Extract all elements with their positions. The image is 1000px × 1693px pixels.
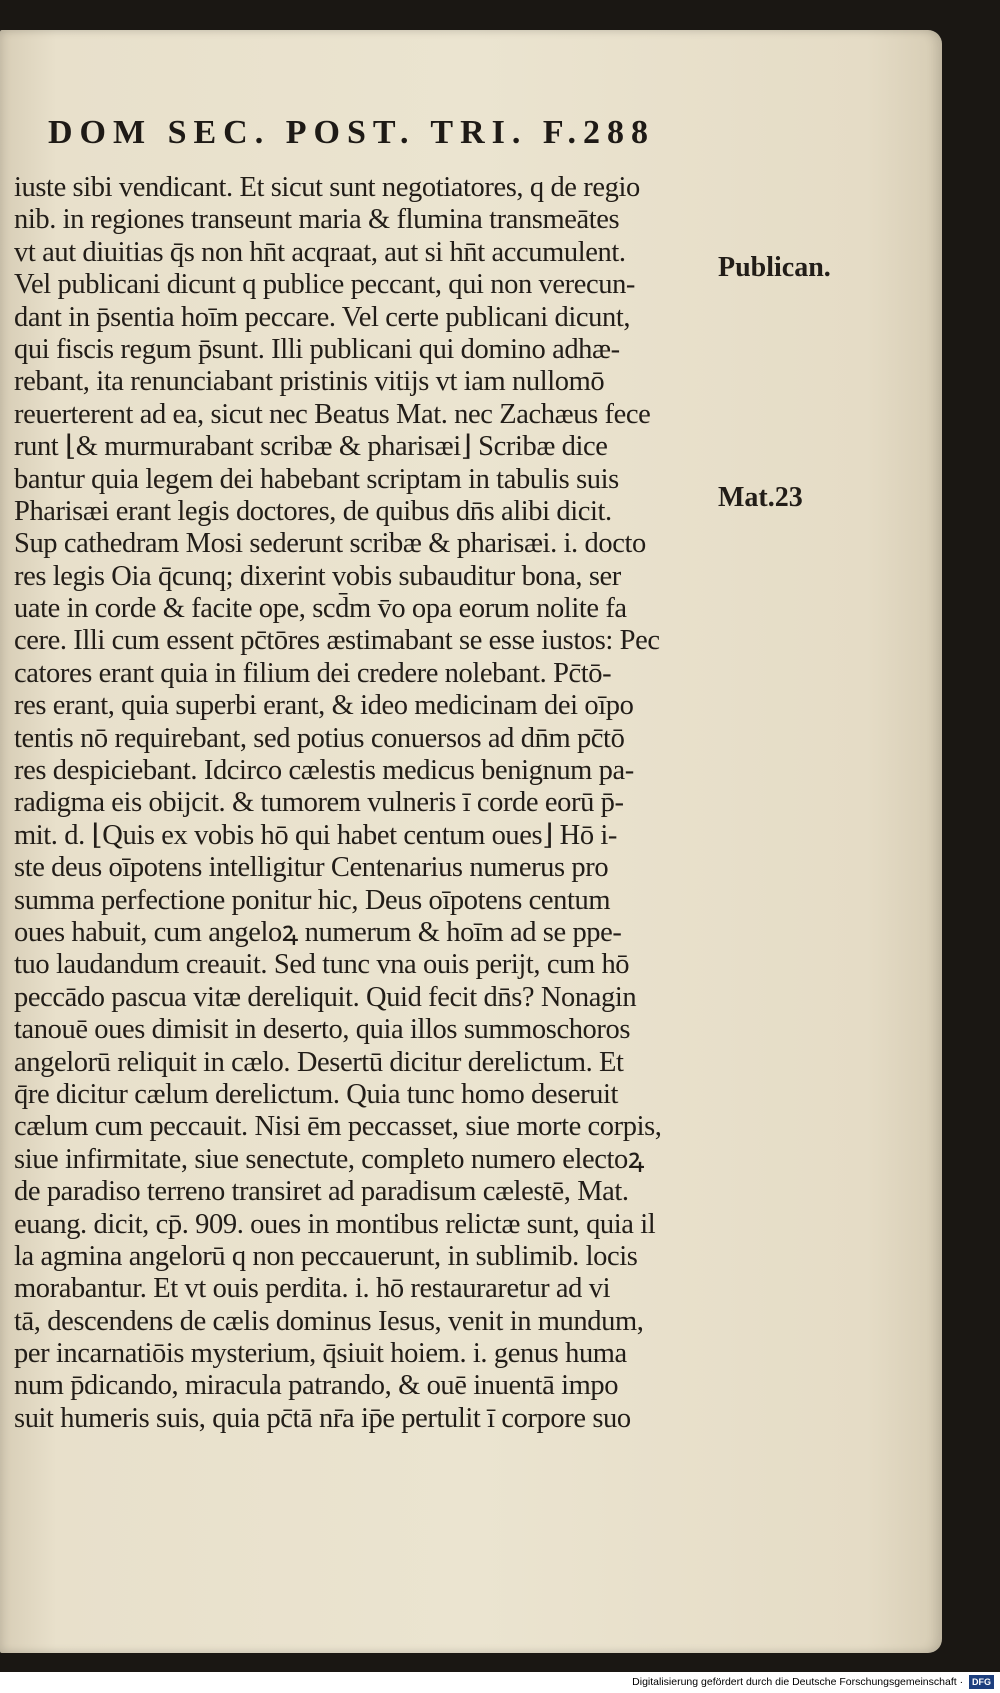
text-line: per incarnatiōis mysterium, q̄siuit hoiem. i. genus huma — [14, 1338, 627, 1370]
text-line: qui fiscis regum p̄sunt. Illi publicani qui domino adhæ- — [14, 333, 620, 365]
text-line: tuo laudandum creauit. Sed tunc vna ouis perijt, cum hō — [14, 949, 630, 981]
text-line: reuerterent ad ea, sicut nec Beatus Mat. nec Zachæus fece — [14, 398, 651, 430]
digitization-footer — [0, 1672, 1000, 1693]
text-line: res erant, quia superbi erant, & ideo medicinam dei oīpo — [14, 690, 634, 722]
text-line: rebant, ita renunciabant pristinis vitijs vt iam nullomō — [14, 366, 605, 398]
text-line: ste deus oīpotens intelligitur Centenarius numerus pro — [14, 852, 609, 884]
text-line: euang. dicit, cp̄. 909. oues in montibus relictæ sunt, quia il — [14, 1208, 656, 1240]
text-line: de paradiso terreno transiret ad paradisum cælestē, Mat. — [14, 1176, 629, 1208]
text-line: res despiciebant. Idcirco cælestis medicus benignum pa- — [14, 755, 634, 787]
text-line: bantur quia legem dei habebant scriptam in tabulis suis — [14, 463, 619, 495]
margin-note-mat: Mat.23 — [718, 482, 803, 513]
text-line: iuste sibi vendicant. Et sicut sunt negotiatores, q de regio — [14, 172, 640, 203]
text-line: suit humeris suis, quia pc̄tā nr̄a ip̄e pertulit ī corpore suo — [14, 1402, 631, 1434]
text-line: cælum cum peccauit. Nisi ēm peccasset, siue morte corpis, — [14, 1111, 662, 1143]
text-line: mit. d. ⌊Quis ex vobis hō qui habet centum oues⌋ Hō i- — [14, 819, 618, 851]
text-line: cere. Illi cum essent pc̄tōres æstimabant se esse iustos: Pec — [14, 625, 660, 657]
text-line: angelorū reliquit in cælo. Desertū dicitur derelictum. Et — [14, 1046, 624, 1078]
dfg-logo: DFG — [969, 1675, 994, 1689]
margin-note-publican: Publican. — [718, 252, 831, 283]
text-line: tanouē oues dimisit in deserto, quia illos summoschoros — [14, 1014, 631, 1046]
text-line: la agmina angelorū q non peccauerunt, in sublimib. locis — [14, 1240, 638, 1272]
text-line: runt ⌊& murmurabant scribæ & pharisæi⌋ Scribæ dice — [14, 431, 608, 463]
text-line: siue infirmitate, siue senectute, completo numero electoꝝ — [14, 1143, 644, 1175]
text-line: catores erant quia in filium dei credere nolebant. Pc̄tō- — [14, 657, 612, 689]
text-line: peccādo pascua vitæ dereliquit. Quid fecit dn̄s? Nonagin — [14, 981, 637, 1013]
book-page — [0, 30, 942, 1653]
text-line: morabantur. Et vt ouis perdita. i. hō restauraretur ad vi — [14, 1273, 611, 1305]
text-line: Pharisæi erant legis doctores, de quibus dn̄s alibi dicit. — [14, 495, 612, 527]
text-line: tentis nō requirebant, sed potius conuersos ad dn̄m pc̄tō — [14, 722, 625, 754]
text-line: summa perfectione ponitur hic, Deus oīpotens centum — [14, 884, 611, 916]
footer-text: Digitalisierung gefördert durch die Deutsche Forschungsgemeinschaft · — [632, 1676, 964, 1688]
running-head: DOM SEC. POST. TRI. F.288 — [48, 114, 656, 151]
text-line: res legis Oia q̄cunq; dixerint vobis subauditur bona, ser — [14, 560, 621, 592]
text-line: oues habuit, cum angeloꝝ numerum & hoīm ad se ppe- — [14, 916, 622, 948]
text-line: Vel publicani dicunt q publice peccant, qui non verecun- — [14, 269, 636, 301]
text-line: vt aut diuitias q̄s non hn̄t acqraat, aut si hn̄t accumulent. — [14, 236, 626, 268]
text-line: Sup cathedram Mosi sederunt scribæ & pharisæi. i. docto — [14, 528, 646, 560]
text-line: nib. in regiones transeunt maria & flumina transmeātes — [14, 204, 620, 236]
text-line: uate in corde & facite ope, scd̄m v̄o opa eorum nolite fa — [14, 593, 627, 625]
body-text — [14, 172, 734, 1435]
text-line: num p̄dicando, miracula patrando, & ouē inuentā impo — [14, 1370, 619, 1402]
text-line: radigma eis obijcit. & tumorem vulneris ī corde eorū p̄- — [14, 787, 624, 819]
text-line: tā, descendens de cælis dominus Iesus, venit in mundum, — [14, 1305, 644, 1337]
text-line: q̄re dicitur cælum derelictum. Quia tunc homo deseruit — [14, 1078, 619, 1110]
text-line: dant in p̄sentia hoīm peccare. Vel certe publicani dicunt, — [14, 301, 631, 333]
